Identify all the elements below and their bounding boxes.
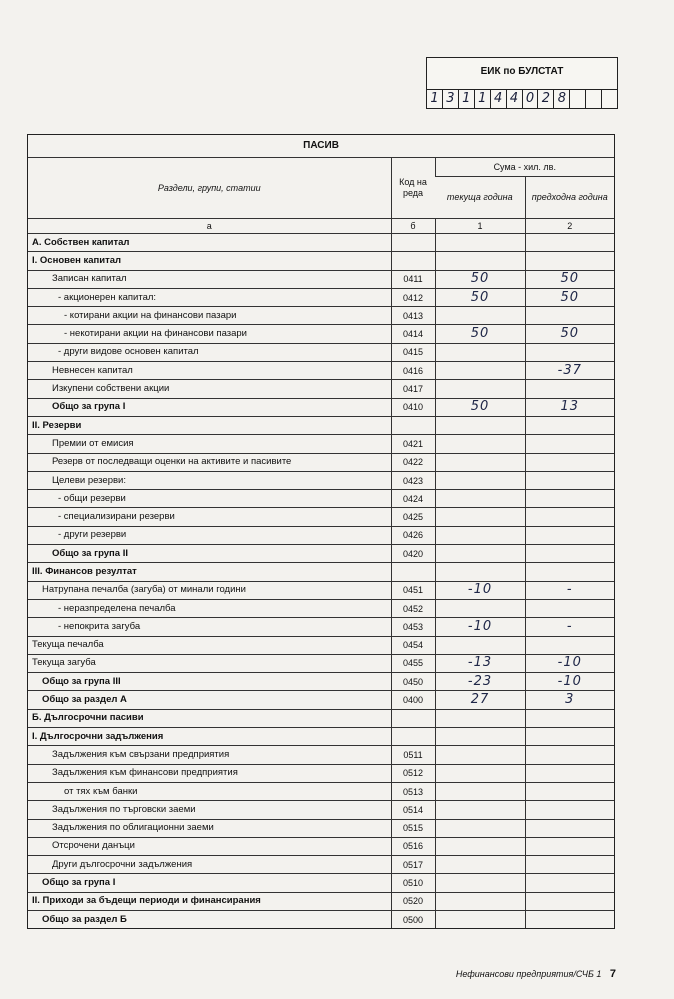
row-previous-year-value: 3: [525, 691, 614, 709]
row-code: 0410: [391, 398, 435, 416]
row-code: 0512: [391, 764, 435, 782]
row-current-year-value: [435, 764, 525, 782]
row-current-year-value: [435, 471, 525, 489]
row-current-year-value: [435, 563, 525, 581]
row-previous-year-value: [525, 508, 614, 526]
table-row: [28, 837, 614, 855]
row-code: 0520: [391, 892, 435, 910]
row-label: - други видове основен капитал: [28, 343, 391, 361]
row-current-year-value: [435, 490, 525, 508]
row-previous-year-value: [525, 874, 614, 892]
row-label: II. Резерви: [28, 416, 391, 434]
table-row: [28, 581, 614, 599]
row-current-year-value: [435, 526, 525, 544]
row-previous-year-value: [525, 819, 614, 837]
row-label: Отсрочени данъци: [28, 837, 391, 855]
eik-digit: 8: [554, 90, 570, 108]
row-code: 0411: [391, 270, 435, 288]
row-previous-year-value: [525, 307, 614, 325]
row-previous-year-value: [525, 856, 614, 874]
row-code: 0455: [391, 654, 435, 672]
table-row: [28, 892, 614, 910]
table-row: [28, 728, 614, 746]
row-label: Изкупени собствени акции: [28, 380, 391, 398]
row-label: Текуща загуба: [28, 654, 391, 672]
row-label: А. Собствен капитал: [28, 234, 391, 252]
row-label: Общо за група III: [28, 673, 391, 691]
row-current-year-value: [435, 910, 525, 928]
row-code: [391, 416, 435, 434]
table-row: [28, 307, 614, 325]
row-current-year-value: [435, 362, 525, 380]
table-row: [28, 526, 614, 544]
header-current-year: текуща година: [435, 177, 525, 219]
row-code: 0424: [391, 490, 435, 508]
row-code: [391, 252, 435, 270]
row-label: - общи резерви: [28, 490, 391, 508]
row-label: Общо за група II: [28, 545, 391, 563]
liabilities-sheet: [27, 134, 615, 929]
table-row: [28, 252, 614, 270]
row-current-year-value: [435, 234, 525, 252]
row-code: 0400: [391, 691, 435, 709]
header-previous-year: предходна година: [525, 177, 614, 219]
row-current-year-value: [435, 856, 525, 874]
table-row: [28, 545, 614, 563]
table-row: [28, 490, 614, 508]
row-current-year-value: [435, 746, 525, 764]
row-label: Премии от емисия: [28, 435, 391, 453]
row-current-year-value: [435, 837, 525, 855]
row-label: - други резерви: [28, 526, 391, 544]
row-code: 0451: [391, 581, 435, 599]
col-letter-1: 1: [435, 219, 525, 234]
row-current-year-value: -13: [435, 654, 525, 672]
row-label: Общо за група I: [28, 398, 391, 416]
row-code: 0514: [391, 801, 435, 819]
row-code: 0417: [391, 380, 435, 398]
table-row: [28, 288, 614, 306]
row-previous-year-value: [525, 435, 614, 453]
row-code: 0423: [391, 471, 435, 489]
table-row: [28, 325, 614, 343]
row-previous-year-value: -: [525, 581, 614, 599]
row-code: 0452: [391, 599, 435, 617]
row-code: 0420: [391, 545, 435, 563]
col-letter-2: 2: [525, 219, 614, 234]
row-previous-year-value: -10: [525, 673, 614, 691]
row-previous-year-value: [525, 380, 614, 398]
row-previous-year-value: [525, 252, 614, 270]
row-code: [391, 234, 435, 252]
row-previous-year-value: 50: [525, 288, 614, 306]
table-row: [28, 782, 614, 800]
row-previous-year-value: -: [525, 618, 614, 636]
col-letter-a: а: [28, 219, 391, 234]
row-current-year-value: -10: [435, 581, 525, 599]
table-row: [28, 673, 614, 691]
row-code: 0517: [391, 856, 435, 874]
table-row: [28, 343, 614, 361]
row-current-year-value: [435, 453, 525, 471]
row-code: [391, 563, 435, 581]
eik-digit: 3: [443, 90, 459, 108]
row-previous-year-value: [525, 892, 614, 910]
row-label: Натрупана печалба (загуба) от минали години: [28, 581, 391, 599]
row-label: Невнесен капитал: [28, 362, 391, 380]
row-label: II. Приходи за бъдещи периоди и финансирания: [28, 892, 391, 910]
row-current-year-value: 50: [435, 325, 525, 343]
row-label: III. Финансов резултат: [28, 563, 391, 581]
row-current-year-value: [435, 343, 525, 361]
row-current-year-value: 27: [435, 691, 525, 709]
table-row: [28, 819, 614, 837]
row-previous-year-value: [525, 782, 614, 800]
row-current-year-value: [435, 892, 525, 910]
table-row: [28, 563, 614, 581]
table-row: [28, 746, 614, 764]
eik-digit: 4: [507, 90, 523, 108]
row-previous-year-value: [525, 910, 614, 928]
row-current-year-value: 50: [435, 288, 525, 306]
table-row: [28, 654, 614, 672]
row-current-year-value: [435, 545, 525, 563]
row-code: [391, 709, 435, 727]
row-code: 0425: [391, 508, 435, 526]
col-letter-b: б: [391, 219, 435, 234]
header-sections: Раздели, групи, статии: [28, 158, 391, 219]
footer-text: Нефинансови предприятия/СЧБ 1: [455, 969, 602, 979]
table-row: [28, 636, 614, 654]
row-previous-year-value: -37: [525, 362, 614, 380]
row-current-year-value: [435, 307, 525, 325]
table-title: ПАСИВ: [303, 140, 339, 151]
row-previous-year-value: [525, 563, 614, 581]
row-previous-year-value: [525, 636, 614, 654]
page-number: 7: [609, 968, 616, 980]
row-code: 0500: [391, 910, 435, 928]
row-code: 0421: [391, 435, 435, 453]
row-current-year-value: [435, 508, 525, 526]
row-previous-year-value: 50: [525, 270, 614, 288]
row-code: 0511: [391, 746, 435, 764]
row-label: - специализирани резерви: [28, 508, 391, 526]
row-code: 0413: [391, 307, 435, 325]
row-current-year-value: 50: [435, 270, 525, 288]
row-current-year-value: 50: [435, 398, 525, 416]
table-row: [28, 398, 614, 416]
row-previous-year-value: 50: [525, 325, 614, 343]
eik-digit: [586, 90, 602, 108]
table-row: [28, 471, 614, 489]
row-code: 0516: [391, 837, 435, 855]
row-label: - неразпределена печалба: [28, 599, 391, 617]
row-label: - некотирани акции на финансови пазари: [28, 325, 391, 343]
row-label: Б. Дългосрочни пасиви: [28, 709, 391, 727]
row-previous-year-value: [525, 764, 614, 782]
eik-digit: 1: [475, 90, 491, 108]
eik-digit: [570, 90, 586, 108]
row-label: - непокрита загуба: [28, 618, 391, 636]
row-previous-year-value: [525, 599, 614, 617]
row-previous-year-value: [525, 728, 614, 746]
row-current-year-value: [435, 801, 525, 819]
row-label: - акционерен капитал:: [28, 288, 391, 306]
row-label: Общо за раздел А: [28, 691, 391, 709]
row-code: [391, 728, 435, 746]
table-row: [28, 910, 614, 928]
table-row: [28, 508, 614, 526]
row-current-year-value: [435, 435, 525, 453]
table-row: [28, 764, 614, 782]
row-current-year-value: [435, 819, 525, 837]
row-code: 0513: [391, 782, 435, 800]
table-row: [28, 234, 614, 252]
row-previous-year-value: [525, 801, 614, 819]
row-current-year-value: [435, 380, 525, 398]
table-row: [28, 801, 614, 819]
row-code: 0416: [391, 362, 435, 380]
eik-digit: 4: [491, 90, 507, 108]
row-code: 0422: [391, 453, 435, 471]
eik-digit: 2: [538, 90, 554, 108]
row-current-year-value: [435, 874, 525, 892]
table-row: [28, 856, 614, 874]
row-code: 0515: [391, 819, 435, 837]
row-previous-year-value: 13: [525, 398, 614, 416]
row-previous-year-value: -10: [525, 654, 614, 672]
row-code: 0415: [391, 343, 435, 361]
row-previous-year-value: [525, 234, 614, 252]
row-previous-year-value: [525, 545, 614, 563]
table-row: [28, 362, 614, 380]
row-label: Записан капитал: [28, 270, 391, 288]
row-label: Общо за раздел Б: [28, 910, 391, 928]
row-previous-year-value: [525, 746, 614, 764]
row-current-year-value: [435, 728, 525, 746]
row-current-year-value: -23: [435, 673, 525, 691]
row-label: Общо за група I: [28, 874, 391, 892]
row-label: Задължения по търговски заеми: [28, 801, 391, 819]
page-footer: [456, 968, 616, 980]
row-code: 0426: [391, 526, 435, 544]
header-sum: Сума - хил. лв.: [435, 158, 614, 177]
row-label: Други дългосрочни задължения: [28, 856, 391, 874]
table-row: [28, 435, 614, 453]
row-current-year-value: -10: [435, 618, 525, 636]
row-current-year-value: [435, 252, 525, 270]
row-label: Целеви резерви:: [28, 471, 391, 489]
eik-digit: 0: [523, 90, 539, 108]
row-current-year-value: [435, 599, 525, 617]
table-row: [28, 709, 614, 727]
row-previous-year-value: [525, 490, 614, 508]
row-label: Задължения по облигационни заеми: [28, 819, 391, 837]
table-row: [28, 618, 614, 636]
row-label: Резерв от последващи оценки на активите и пасивите: [28, 453, 391, 471]
row-previous-year-value: [525, 416, 614, 434]
eik-box: [426, 57, 618, 109]
eik-digit-boxes: [427, 89, 617, 108]
row-label: - котирани акции на финансови пазари: [28, 307, 391, 325]
row-current-year-value: [435, 416, 525, 434]
header-code: Код на реда: [391, 158, 435, 219]
row-label: Задължения към свързани предприятия: [28, 746, 391, 764]
row-label: I. Дългосрочни задължения: [28, 728, 391, 746]
table-row: [28, 270, 614, 288]
row-label: Текуща печалба: [28, 636, 391, 654]
table-row: [28, 691, 614, 709]
table-row: [28, 599, 614, 617]
row-current-year-value: [435, 636, 525, 654]
table-row: [28, 874, 614, 892]
row-label: Задължения към финансови предприятия: [28, 764, 391, 782]
row-previous-year-value: [525, 837, 614, 855]
eik-digit: 1: [459, 90, 475, 108]
row-code: 0412: [391, 288, 435, 306]
row-label: I. Основен капитал: [28, 252, 391, 270]
row-code: 0454: [391, 636, 435, 654]
row-previous-year-value: [525, 471, 614, 489]
table-row: [28, 416, 614, 434]
row-code: 0510: [391, 874, 435, 892]
eik-digit: [602, 90, 617, 108]
eik-digit: 1: [427, 90, 443, 108]
table-row: [28, 380, 614, 398]
table-row: [28, 453, 614, 471]
row-current-year-value: [435, 709, 525, 727]
row-code: 0453: [391, 618, 435, 636]
eik-label: ЕИК по БУЛСТАТ: [480, 66, 564, 77]
row-previous-year-value: [525, 453, 614, 471]
row-code: 0450: [391, 673, 435, 691]
row-previous-year-value: [525, 526, 614, 544]
row-previous-year-value: [525, 709, 614, 727]
row-previous-year-value: [525, 343, 614, 361]
row-label: от тях към банки: [28, 782, 391, 800]
liabilities-table: [28, 135, 614, 928]
row-current-year-value: [435, 782, 525, 800]
row-code: 0414: [391, 325, 435, 343]
